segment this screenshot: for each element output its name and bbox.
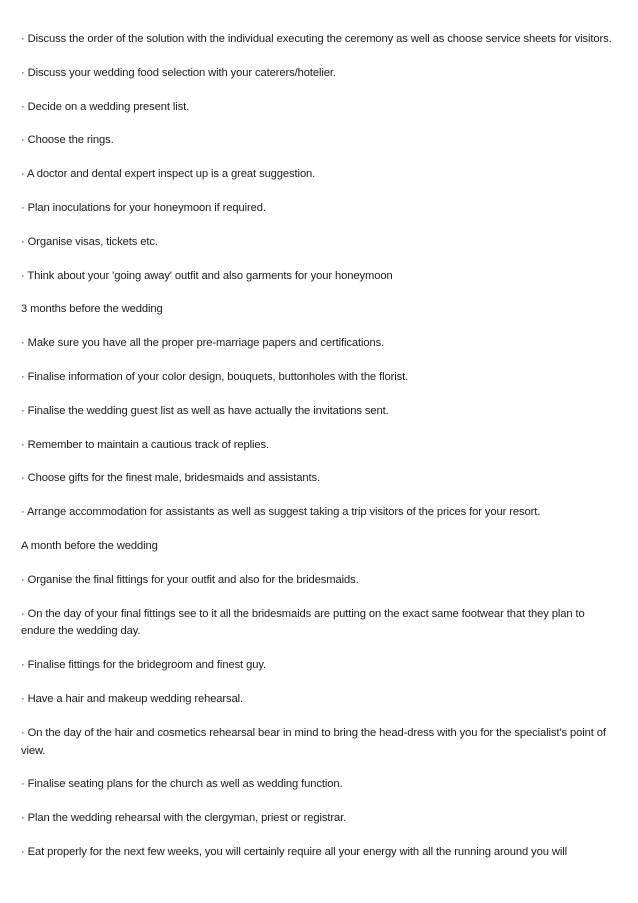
checklist-item-groom-fittings: · Finalise fittings for the bridegroom and finest guy. [21, 659, 266, 672]
checklist-item-guest-list: · Finalise the wedding guest list as well as have actually the invitations sent. [21, 404, 389, 417]
checklist-item-gifts: · Choose gifts for the finest male, bridesmaids and assistants. [21, 472, 321, 485]
checklist-item-food-selection: · Discuss your wedding food selection with your caterers/hotelier. [21, 66, 336, 79]
checklist-item-rings: · Choose the rings. [21, 134, 114, 147]
checklist-item-discuss-service-order: · Discuss the order of the solution with the individual executing the ceremony as well as choose service sheets for visitors. [21, 33, 612, 45]
checklist-item-seating-plans: · Finalise seating plans for the church as well as wedding function. [21, 778, 343, 791]
section-heading-three-months: 3 months before the wedding [21, 303, 163, 316]
section-heading-one-month: A month before the wedding [21, 539, 158, 552]
checklist-item-bridesmaid-footwear: · On the day of your final fittings see to it all the bridesmaids are putting on the exact same footwear that they plan to endure the wedding day. [21, 607, 585, 638]
checklist-item-final-fittings: · Organise the final fittings for your outfit and also for the bridesmaids. [21, 573, 359, 586]
checklist-item-doctor-dental: · A doctor and dental expert inspect up is a great suggestion. [21, 168, 316, 181]
checklist-item-accommodation: · Arrange accommodation for assistants as well as suggest taking a trip visitors of the prices for your resort. [21, 506, 541, 519]
checklist-item-eat-properly: · Eat properly for the next few weeks, you will certainly require all your energy with all the running around you will [21, 845, 567, 858]
document-body [21, 31, 615, 878]
checklist-item-going-away-outfit: · Think about your 'going away' outfit and also garments for your honeymoon [21, 269, 393, 282]
checklist-item-head-dress: · On the day of the hair and cosmetics rehearsal bear in mind to bring the head-dress with you for the specialist's point of view. [21, 726, 606, 757]
checklist-item-track-replies: · Remember to maintain a cautious track of replies. [21, 438, 269, 451]
checklist-item-hair-makeup-rehearsal: · Have a hair and makeup wedding rehearsal. [21, 692, 244, 705]
checklist-item-florist: · Finalise information of your color design, bouquets, buttonholes with the florist. [21, 370, 409, 383]
checklist-item-marriage-papers: · Make sure you have all the proper pre-marriage papers and certifications. [21, 337, 385, 350]
checklist-item-inoculations: · Plan inoculations for your honeymoon if required. [21, 201, 266, 214]
checklist-item-present-list: · Decide on a wedding present list. [21, 100, 190, 113]
checklist-item-visas-tickets: · Organise visas, tickets etc. [21, 235, 158, 248]
checklist-item-wedding-rehearsal: · Plan the wedding rehearsal with the clergyman, priest or registrar. [21, 812, 347, 825]
